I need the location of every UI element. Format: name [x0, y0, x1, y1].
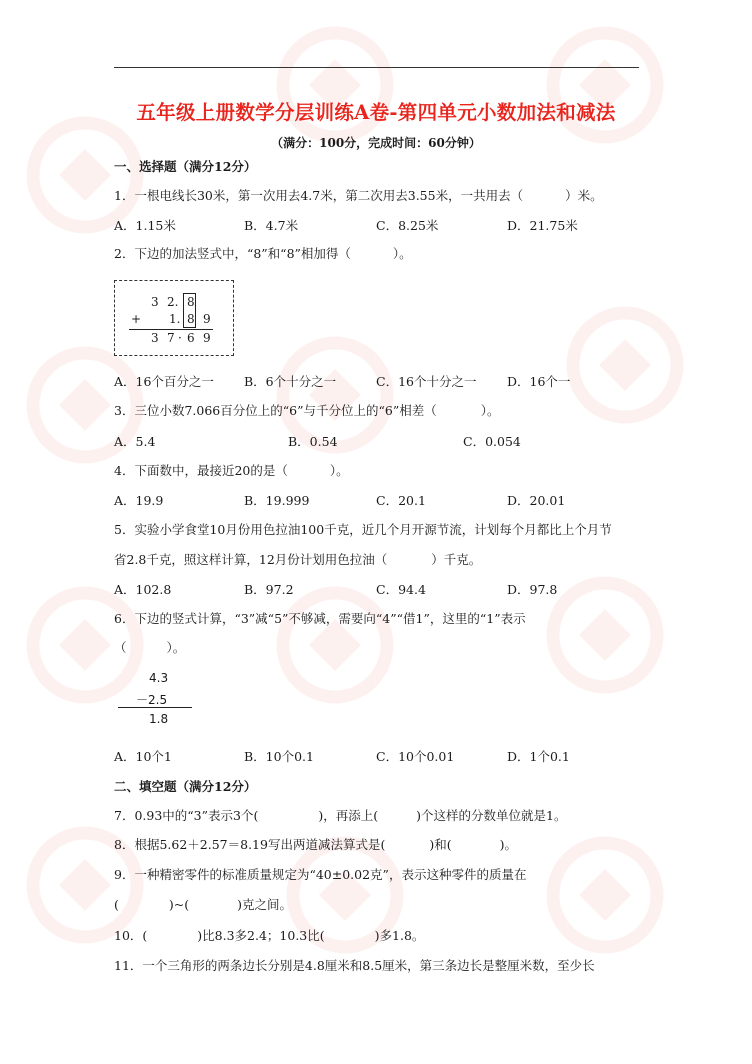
question-4-stem [114, 463, 349, 479]
q1-option-a[interactable]: A．1.15米 [114, 218, 176, 233]
fig-minuend: 4.3 [149, 671, 169, 685]
question-9-text: ( [114, 897, 119, 912]
q3-option-b[interactable]: B．0.54 [288, 434, 338, 449]
fig-digit: 3 [151, 331, 159, 345]
question-4-text: 4．下面数中，最接近20的是（ [114, 463, 288, 478]
watermark-logo-icon [540, 20, 670, 150]
q3-option-a[interactable]: A．5.4 [114, 434, 156, 449]
header-rule [114, 67, 639, 68]
question-7-text: )，再添上( [318, 808, 379, 823]
question-2-stem [114, 246, 412, 262]
fig-digit: 9 [203, 331, 211, 345]
q4-option-d[interactable]: D．20.01 [507, 493, 566, 508]
question-2-text: 2．下边的加法竖式中，“8”和“8”相加得（ [114, 246, 351, 261]
question-8 [114, 837, 517, 853]
q2-option-c[interactable]: C．16个十分之一 [376, 374, 477, 389]
fig-digit: 8 [187, 295, 195, 309]
q1-option-c[interactable]: C．8.25米 [376, 218, 439, 233]
page-title: 五年级上册数学分层训练A卷-第四单元小数加法和减法 [136, 101, 616, 124]
q6-option-d[interactable]: D．1个0.1 [507, 749, 570, 764]
sum-rule [129, 329, 213, 330]
question-6-text: （ [114, 640, 127, 655]
q2-option-a[interactable]: A．16个百分之一 [114, 374, 214, 389]
question-3-stem [114, 403, 499, 419]
question-3-text-end: ）。 [480, 403, 500, 418]
fig-difference: 1.8 [149, 712, 169, 726]
fig-digit: 9 [203, 312, 211, 326]
question-10 [114, 928, 424, 944]
watermark-logo-icon [540, 830, 670, 960]
q6-option-b[interactable]: B．10个0.1 [244, 749, 314, 764]
addition-vertical-figure [114, 280, 234, 356]
section-heading-choice: 一、选择题（满分12分） [114, 159, 257, 174]
q4-option-a[interactable]: A．19.9 [114, 493, 164, 508]
fig-digit: 1. [169, 312, 181, 326]
watermark-logo-icon [560, 300, 690, 430]
q1-option-b[interactable]: B．4.7米 [244, 218, 299, 233]
watermark-logo-icon [270, 580, 400, 710]
question-11-line1: 11．一个三角形的两条边长分别是4.8厘米和8.5厘米，第三条边长是整厘米数，至少长 [114, 958, 595, 973]
q1-option-d[interactable]: D．21.75米 [507, 218, 578, 233]
question-10-text: 10．( [114, 928, 148, 943]
question-10-text: )多1.8。 [374, 928, 425, 943]
watermark-logo-icon [270, 20, 400, 150]
q5-option-a[interactable]: A．102.8 [114, 582, 172, 597]
fig-decimal-point: · [178, 331, 182, 345]
question-5-text: 省2.8千克，照这样计算，12月份计划用色拉油（ [114, 552, 388, 567]
fig-digit: 2. [167, 295, 179, 309]
fig-subtrahend: －2.5 [136, 693, 168, 707]
q2-option-d[interactable]: D．16个一 [507, 374, 571, 389]
question-7-text: )个这样的分数单位就是1。 [416, 808, 567, 823]
question-10-text: )比8.3多2.4；10.3比( [197, 928, 325, 943]
difference-rule [118, 707, 192, 708]
q5-option-d[interactable]: D．97.8 [507, 582, 558, 597]
fig-digit: 6 [187, 331, 195, 345]
fig-plus-sign: + [131, 312, 142, 326]
highlight-box [183, 293, 196, 328]
question-9-text: )~( [168, 897, 190, 912]
q4-option-b[interactable]: B．19.999 [244, 493, 310, 508]
watermark-logo-icon [540, 570, 670, 700]
q2-option-b[interactable]: B．6个十分之一 [244, 374, 337, 389]
question-4-text-end: ）。 [329, 463, 349, 478]
question-9-line2 [114, 897, 292, 913]
question-5-line1: 5．实验小学食堂10月份用色拉油100千克，近几个月开源节流，计划每个月都比上个月节 [114, 522, 612, 537]
q6-option-c[interactable]: C．10个0.01 [376, 749, 455, 764]
question-3-text: 3．三位小数7.066百分位上的“6”与千分位上的“6”相差（ [114, 403, 437, 418]
question-6-text-end: ）。 [166, 640, 186, 655]
question-2-text-end: ）。 [392, 246, 412, 261]
question-9-line1: 9．一种精密零件的标准质量规定为“40±0.02克”，表示这种零件的质量在 [114, 867, 527, 882]
question-8-text: 8．根据5.62＋2.57＝8.19写出两道减法算式是( [114, 837, 386, 852]
question-5-text-end: ）千克。 [431, 552, 482, 567]
question-9-text: )克之间。 [237, 897, 293, 912]
question-8-text: )和( [429, 837, 452, 852]
q5-option-c[interactable]: C．94.4 [376, 582, 426, 597]
q5-option-b[interactable]: B．97.2 [244, 582, 294, 597]
question-8-text: )。 [499, 837, 517, 852]
question-1-stem [114, 188, 603, 204]
question-1-text: 1．一根电线长30米，第一次用去4.7米，第二次用去3.55米，一共用去（ [114, 188, 524, 203]
question-6-line1: 6．下边的竖式计算，“3”减“5”不够减，需要向“4”“借1”，这里的“1”表示 [114, 611, 526, 626]
q4-option-c[interactable]: C．20.1 [376, 493, 426, 508]
fig-digit: 3 [151, 295, 159, 309]
page-subtitle: （满分：100分，完成时间：60分钟） [271, 136, 481, 150]
q6-option-a[interactable]: A．10个1 [114, 749, 172, 764]
question-7-text: 7．0.93中的“3”表示3个( [114, 808, 259, 823]
fig-digit: 8 [187, 312, 195, 326]
question-5-line2 [114, 552, 481, 568]
section-heading-fill: 二、填空题（满分12分） [114, 779, 257, 794]
question-6-line2 [114, 640, 185, 656]
q3-option-c[interactable]: C．0.054 [463, 434, 521, 449]
fig-digit: 7 [167, 331, 175, 345]
question-7 [114, 808, 566, 824]
question-1-text-end: ）米。 [565, 188, 603, 203]
